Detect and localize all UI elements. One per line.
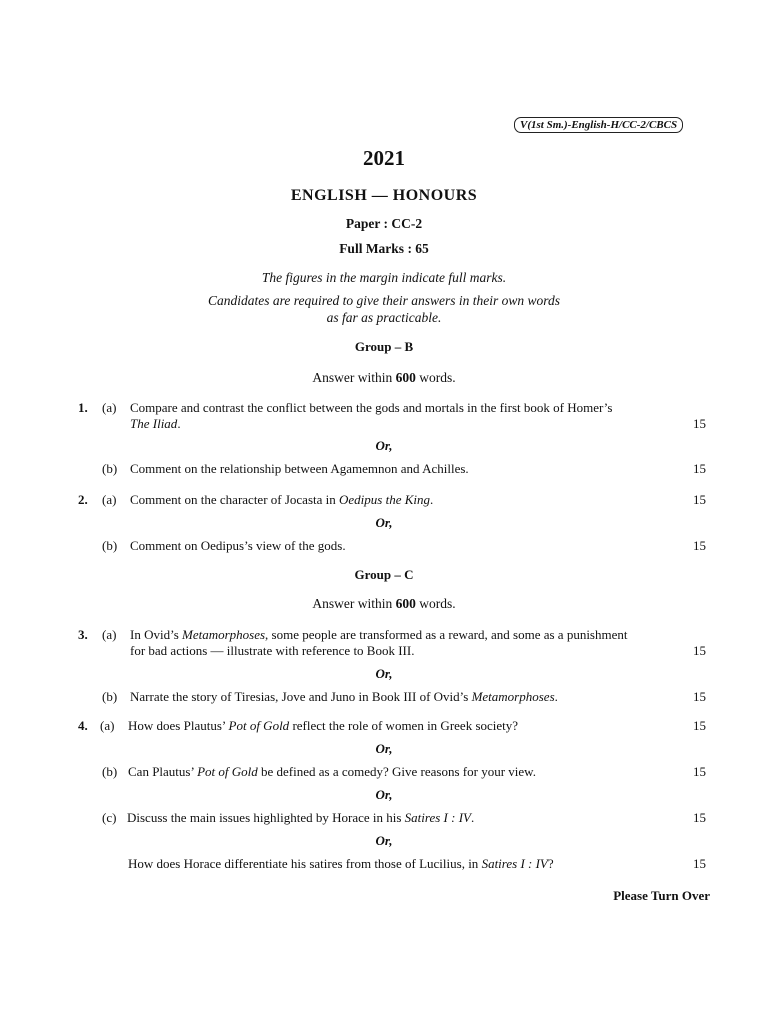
- q1a-marks: 15: [693, 416, 706, 431]
- q3b-text: Narrate the story of Tiresias, Jove and Juno in Book III of Ovid’s Metamorphoses.: [130, 689, 558, 704]
- group-b-title: Group – B: [354, 339, 414, 354]
- q1a-text: Compare and contrast the conflict between the gods and mortals in the first book of Homer’s The Iliad.: [130, 400, 613, 431]
- q3a-label: (a): [102, 627, 117, 642]
- q2b-text: Comment on Oedipus’s view of the gods.: [130, 538, 346, 553]
- group-b-instruction: Answer within 600 words.: [312, 370, 456, 385]
- q4a-text: How does Plautus’ Pot of Gold reflect the role of women in Greek society?: [128, 718, 519, 733]
- q4b-text: Can Plautus’ Pot of Gold be defined as a comedy? Give reasons for your view.: [128, 764, 536, 779]
- group-c-title: Group – C: [354, 567, 414, 582]
- q2b-label: (b): [102, 538, 118, 553]
- paper-label: Paper : CC-2: [345, 216, 423, 231]
- exam-year: 2021: [363, 146, 405, 170]
- instruction-marks: The figures in the margin indicate full marks.: [261, 270, 507, 285]
- q4c-label: (c): [102, 810, 117, 825]
- full-marks: Full Marks : 65: [339, 241, 429, 256]
- q4c-text: Discuss the main issues highlighted by Horace in his Satires I : IV.: [127, 810, 475, 825]
- question-2-number: 2.: [78, 492, 88, 507]
- q1b-label: (b): [102, 461, 118, 476]
- q4d-text: How does Horace differentiate his satires from those of Lucilius, in Satires I : IV?: [128, 856, 554, 871]
- q2a-text: Comment on the character of Jocasta in Oedipus the King.: [130, 492, 434, 507]
- question-3-number: 3.: [78, 627, 88, 642]
- q1b-text: Comment on the relationship between Agamemnon and Achilles.: [130, 461, 469, 476]
- q3b-marks: 15: [693, 689, 706, 704]
- q3a-marks: 15: [693, 643, 706, 658]
- q1a-label: (a): [102, 400, 117, 415]
- please-turn-over: Please Turn Over: [613, 888, 710, 903]
- or-label: Or,: [375, 666, 393, 681]
- instruction-own-words-line2: as far as practicable.: [326, 310, 442, 325]
- q2a-label: (a): [102, 492, 117, 507]
- q2b-marks: 15: [693, 538, 706, 553]
- q1b-marks: 15: [693, 461, 706, 476]
- q3a-text: In Ovid’s Metamorphoses, some people are transformed as a reward, and some as a punishment for bad actions — illustrate with reference to Book III.: [130, 627, 628, 658]
- q4a-label: (a): [100, 718, 115, 733]
- q2a-marks: 15: [693, 492, 706, 507]
- or-label: Or,: [375, 787, 393, 802]
- instruction-own-words-line1: Candidates are required to give their answers in their own words: [208, 293, 560, 308]
- q4a-marks: 15: [693, 718, 706, 733]
- q4b-marks: 15: [693, 764, 706, 779]
- or-label: Or,: [375, 741, 393, 756]
- or-label: Or,: [375, 438, 393, 453]
- q4b-label: (b): [102, 764, 118, 779]
- q4d-marks: 15: [693, 856, 706, 871]
- q3b-label: (b): [102, 689, 118, 704]
- question-4-number: 4.: [78, 718, 88, 733]
- q4c-marks: 15: [693, 810, 706, 825]
- paper-code: V(1st Sm.)-English-H/CC-2/CBCS: [514, 117, 683, 133]
- group-c-instruction: Answer within 600 words.: [312, 596, 456, 611]
- or-label: Or,: [375, 833, 393, 848]
- subject-title: ENGLISH — HONOURS: [290, 187, 478, 204]
- question-1-number: 1.: [78, 400, 88, 415]
- or-label: Or,: [375, 515, 393, 530]
